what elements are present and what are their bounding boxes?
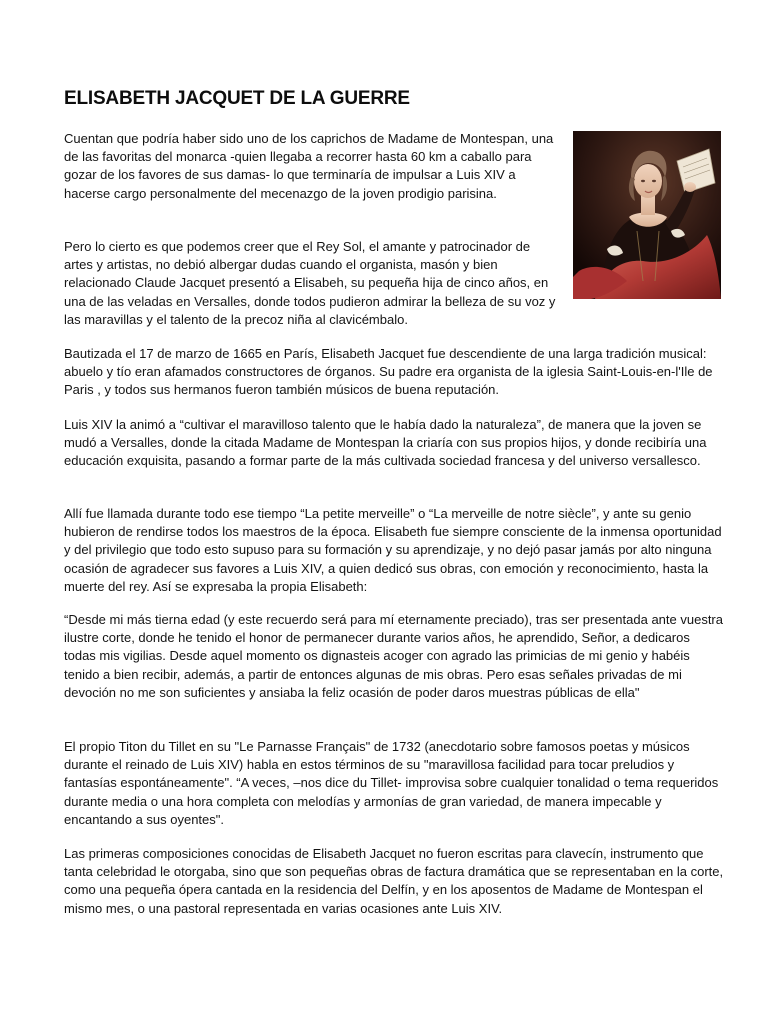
- paragraph-5: Allí fue llamada durante todo ese tiempo “La petite merveille” o “La merveille de notre siècle”, y ante su genio hubieron de rendirse todos los maestros de la época. Elisabeth fue siempre consciente de la inmensa oportunidad y del privilegio que todo esto supuso para su formación y su aprendizaje, y no dejó pasar jamás por alto ninguna ocasión de agradecer sus favores a Luis XIV, a quien dedicó sus obras, con emoción y reconocimiento, hasta la muerte del rey. Así se expresaba la propia Elisabeth:: [64, 506, 722, 594]
- paragraph-4: Luis XIV la animó a “cultivar el maravilloso talento que le había dado la naturaleza”, de manera que la joven se mudó a Versalles, donde la citada Madame de Montespan la criaría con sus propios hijos, y donde recibiría una educación exquisita, pasando a formar parte de la más cultivada sociedad francesa y del universo versallesco.: [64, 417, 707, 469]
- portrait-painting: [573, 131, 721, 299]
- document-title: ELISABETH JACQUET DE LA GUERRE: [64, 88, 410, 109]
- paragraph-8: Las primeras composiciones conocidas de Elisabeth Jacquet no fueron escritas para clavecín, instrumento que tanta celebridad le otorgaba, sino que son pequeñas obras de factura dramática que se representaban en la corte, como una pequeña ópera cantada en la residencia del Delfín, y en los aposentos de Madame de Montespan el mismo mes, o una pastoral representada en varias ocasiones ante Luis XIV.: [64, 846, 724, 916]
- paragraph-1: Cuentan que podría haber sido uno de los caprichos de Madame de Montespan, una de las favoritas del monarca -quien llegaba a recorrer hasta 60 km a caballo para gozar de los favores de sus damas- lo que terminaría de impulsar a Luis XIV a hacerse cargo personalmente del mecenazgo de la joven prodigio parisina.: [64, 131, 554, 201]
- paragraph-7: El propio Titon du Tillet en su "Le Parnasse Français" de 1732 (anecdotario sobre famosos poetas y músicos durante el reinado de Luis XIV) habla en estos términos de su "maravillosa facilidad para tocar preludios y fantasías espontáneamente". “A veces, –nos dice du Tillet- improvisa sobre cualquier tonalidad o tema requeridos durante media o una hora completa con melodías y armonías de gran variedad, de manera impecable y encantando a sus oyentes".: [64, 739, 719, 827]
- quote-paragraph: “Desde mi más tierna edad (y este recuerdo será para mí eternamente preciado), tras ser presentada ante vuestra ilustre corte, donde he tenido el honor de permanecer durante varios años, he aprendido, Señor, a dedicaros todas mis vigilias. Desde aquel momento os dignasteis acoger con agrado las primicias de mi genio y habéis tenido a bien recibir, además, a partir de entonces algunas de mis obras. Pero esas señales privadas de mi devoción no me son suficientes y ansiaba la feliz ocasión de poder daros muestras públicas de ella": [64, 612, 723, 700]
- paragraph-3: Bautizada el 17 de marzo de 1665 en París, Elisabeth Jacquet fue descendiente de una larga tradición musical: abuelo y tío eran afamados constructores de órganos. Su padre era organista de la iglesia Saint-Louis-en-l'Ile de Paris , y todos sus hermanos fueron también músicos de buena reputación.: [64, 346, 713, 398]
- paragraph-2: Pero lo cierto es que podemos creer que el Rey Sol, el amante y patrocinador de artes y artistas, no debió albergar dudas cuando el organista, masón y bien relacionado Claude Jacquet presentó a Elisabeh, su pequeña hija de cinco años, en una de las veladas en Versalles, donde todos pudieron admirar la belleza de su voz y las maravillas y el talento de la precoz niña al clavicémbalo.: [64, 239, 556, 327]
- portrait-image: [573, 131, 721, 299]
